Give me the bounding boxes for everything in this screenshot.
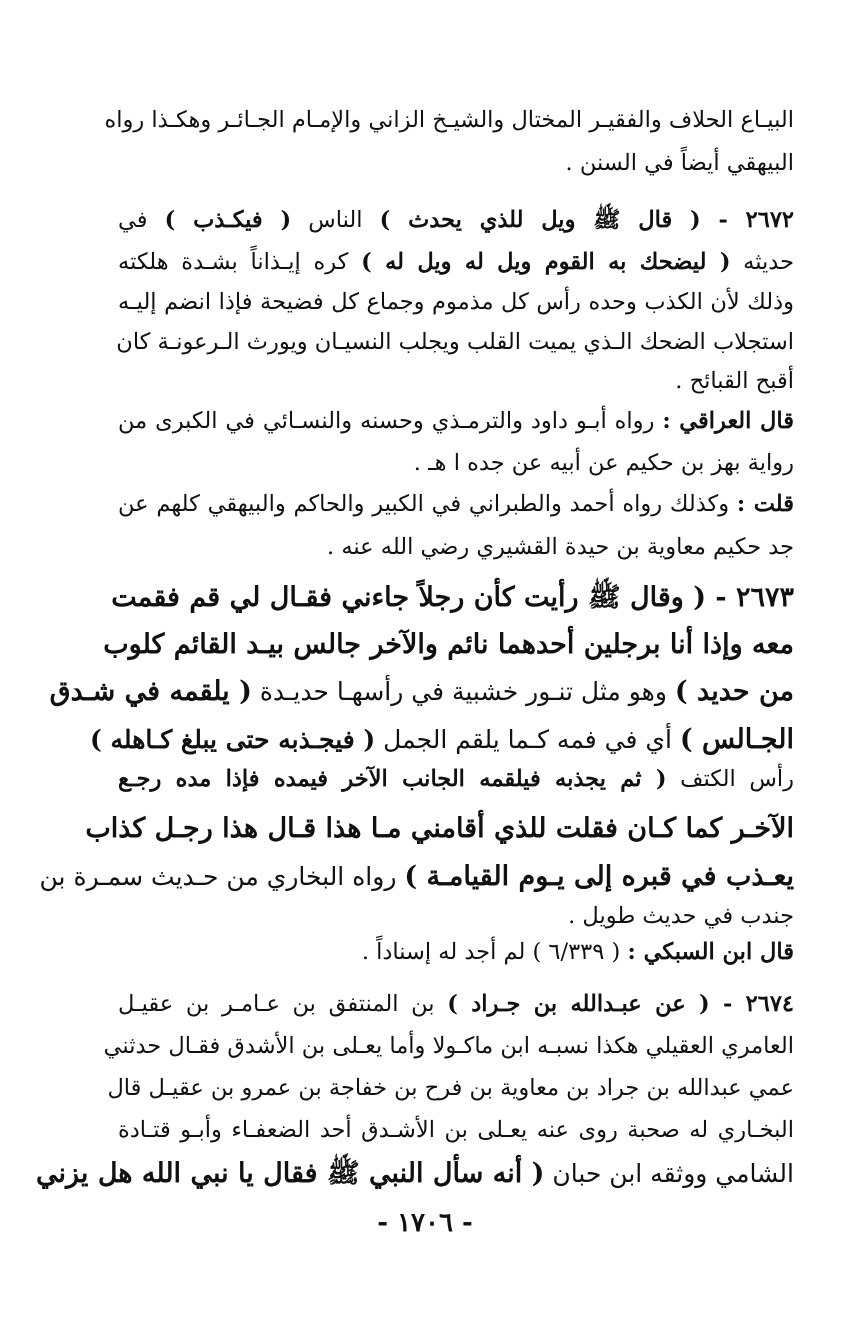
text-line	[118, 361, 794, 405]
commentary-text: جندب في حديث طويل .	[568, 903, 794, 929]
text-line	[118, 242, 794, 286]
commentary-text: البيـاع الحلاف والفقيـر المختال والشيـخ الزاني والإمـام الجـائـر وهكـذا رواه	[104, 107, 794, 133]
commentary-text: رواية بهز بن حكيم عن أبيه عن جده ا هـ .	[413, 450, 794, 476]
commentary-text: في	[118, 207, 165, 233]
commentary-text: رواه البخاري من حـديث سمـرة بن	[39, 862, 405, 891]
commentary-text: أي في فمه كـما يلقم الجمل	[375, 725, 680, 754]
hadith-text: ( أنه سأل النبي ﷺ فقال يا نبي الله هل يزني	[35, 1158, 545, 1189]
hadith-text: قال العراقي :	[662, 408, 794, 434]
hadith-text: ٢٦٧٤ - ( عن عبـدالله بن جـراد )	[447, 991, 794, 1017]
hadith-text: الجـالس )	[679, 724, 794, 755]
commentary-text: البيهقي أيضاً في السنن .	[565, 150, 794, 176]
text-line	[118, 1110, 794, 1154]
text-line	[104, 100, 794, 144]
commentary-text: الشامي ووثقه ابن حبان	[544, 1159, 794, 1188]
text-line	[118, 322, 794, 366]
commentary-text: البخـاري له صحبة روى عنه يعـلى بن الأشـدق أحد الضعفـاء وأبـو قتـادة	[118, 1117, 794, 1143]
text-line	[118, 984, 794, 1028]
text-line	[85, 805, 794, 855]
hadith-text: قلت :	[736, 491, 794, 517]
commentary-text: بن المنتفق بن عـامـر بن عقيـل	[118, 991, 448, 1017]
hadith-text: معه وإذا أنا برجلين أحدهما نائم والآخر جالس بيـد القائم كلوب	[103, 629, 794, 660]
hadith-text: ٢٦٧٢ - ( قال ﷺ ويل للذي يحدث )	[379, 207, 795, 233]
text-line	[118, 200, 794, 244]
hadith-text: ٢٦٧٣ - ( وقال ﷺ رأيت كأن رجلاً جاءني فقـال لي قم فقمت	[111, 582, 794, 613]
commentary-text: ( ٦/٣٣٩ ) لم أجد له إسناداً .	[361, 939, 628, 965]
commentary-text: العامري العقيلي هكذا نسبـه ابن ماكـولا وأما يعـلى بن الأشدق فقـال حدثني	[103, 1033, 794, 1059]
commentary-text: أقبح القبائح .	[675, 368, 794, 394]
text-line	[118, 443, 794, 487]
commentary-text: وذلك لأن الكذب وحده رأس كل مذموم وجماع كل فضيحة فإذا انضم إليـه	[118, 289, 794, 315]
commentary-text: حديثه	[730, 249, 794, 275]
commentary-text: عمي عبدالله بن جراد بن معاوية بن فرح بن خفاجة بن عمرو بن عقيـل قال	[107, 1075, 794, 1101]
text-line	[118, 484, 794, 528]
hadith-text: قال ابن السبكي :	[627, 939, 794, 965]
commentary-text: وكذلك رواه أحمد والطبراني في الكبير والحاكم والبيهقي كلهم عن	[118, 491, 737, 517]
commentary-text: رواه أبـو داود والترمـذي وحسنه والنسـائي في الكبرى من	[118, 408, 663, 434]
commentary-text: استجلاب الضحك الـذي يميت القلب ويجلب النسيـان ويورث الـرعونـة كان	[116, 329, 794, 355]
hadith-text: من حديد )	[674, 676, 794, 707]
commentary-text: رأس الكتف	[666, 766, 794, 792]
commentary-text: جد حكيم معاوية بن حيدة القشيري رضي الله عنه .	[327, 534, 794, 560]
hadith-text: ( فيكـذب )	[164, 207, 292, 233]
commentary-text: وهو مثل تنـور خشبية في رأسهـا حديـدة	[251, 677, 675, 706]
hadith-text: ( فيجـذبه حتى يبلغ كـاهله )	[89, 725, 376, 754]
text-line	[103, 1026, 794, 1070]
text-line	[118, 282, 794, 326]
hadith-text: ( ثم يجذبه فيلقمه الجانب الآخر فيمده فإذا مده رجـع	[118, 766, 667, 792]
hadith-text: يعـذب في قبره إلى يـوم القيامـة )	[404, 861, 794, 892]
text-line	[111, 574, 794, 624]
hadith-text: الآخـر كما كـان فقلت للذي أقامني مـا هذا قـال هذا رجـل كذاب	[85, 813, 794, 844]
text-line	[118, 932, 794, 976]
text-line	[49, 668, 794, 718]
text-line	[107, 1068, 794, 1112]
text-line	[103, 621, 794, 671]
page-number: - ١٧٠٦ -	[377, 1208, 473, 1238]
commentary-text: الناس	[291, 207, 380, 233]
text-line	[118, 143, 794, 187]
hadith-text: ( يلقمه في شـدق	[49, 676, 252, 707]
text-line	[118, 759, 794, 803]
text-line	[118, 527, 794, 571]
hadith-text: ( ليضحك به القوم ويل له ويل له )	[361, 249, 731, 275]
commentary-text: كره إيـذاناً بشـدة هلكته	[118, 249, 362, 275]
text-line	[118, 401, 794, 445]
text-line	[35, 1150, 794, 1200]
